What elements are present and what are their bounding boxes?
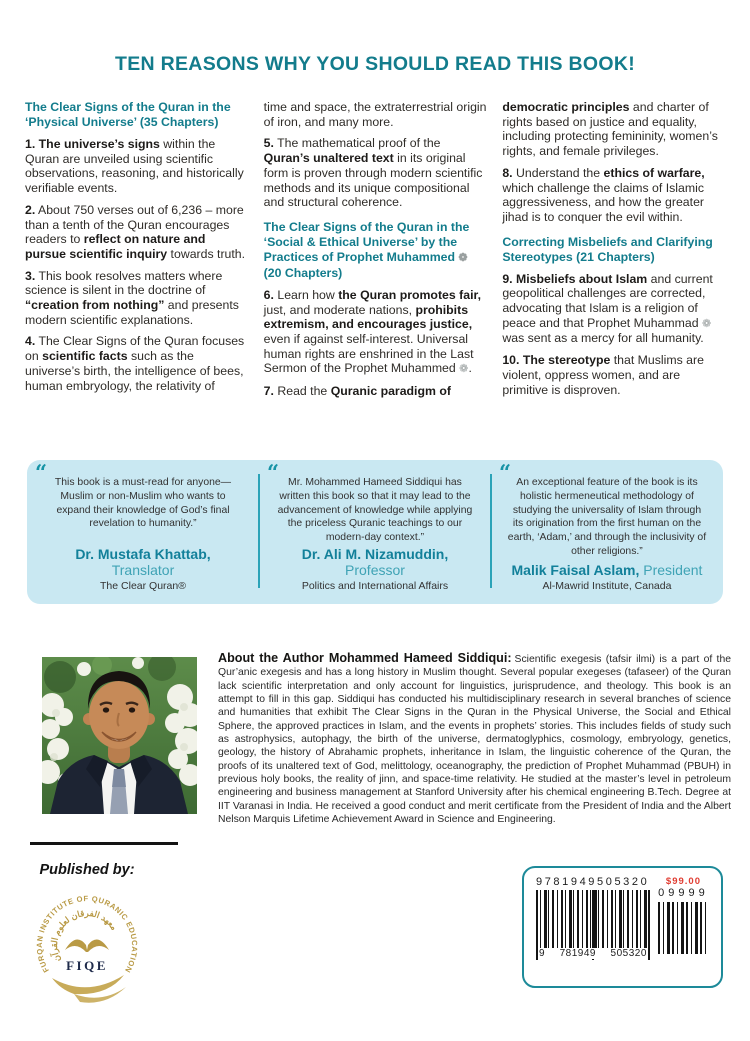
section-heading: The Clear Signs of the Quran in the ‘Physical Universe’ (35 Chapters)	[25, 100, 231, 129]
reasons-column-2	[264, 100, 489, 399]
barcode-panel	[522, 866, 723, 988]
addon-digits: 09999	[658, 887, 709, 899]
ten-reasons-columns	[25, 100, 727, 399]
isbn-number-top: 9781949505320	[536, 876, 650, 888]
testimonial-name: Dr. Mustafa Khattab, Translator	[75, 546, 211, 578]
testimonial-name: Malik Faisal Aslam, President	[511, 562, 703, 578]
testimonial-affiliation: Politics and International Affairs	[301, 580, 449, 592]
quote-mark-icon: “	[266, 460, 280, 485]
testimonial-2	[259, 460, 491, 604]
publisher-logo	[20, 882, 154, 1006]
reason-paragraph: 10. The stereotype that Muslims are violent, oppress women, and are primitive is disproven.	[502, 353, 704, 397]
reason-paragraph: 5. The mathematical proof of the Quran’s unaltered text in its original form is proven through modern scientific methods and its unique compositional and structural coherence.	[263, 136, 483, 210]
reasons-column-3	[502, 100, 727, 399]
page-title: TEN REASONS WHY YOU SHOULD READ THIS BOOK!	[115, 53, 635, 75]
reason-paragraph: 4. The Clear Signs of the Quran focuses on scientific facts such as the universe’s birth, the intelligence of bees, human embryology, the relativity of	[25, 334, 245, 393]
reason-paragraph: time and space, the extraterrestrial origin of iron, and many more.	[263, 100, 487, 129]
author-photo	[42, 657, 197, 814]
reason-paragraph: 1. The universe’s signs within the Quran are unveiled using scientific observations, reasoning, and historically verifiable events.	[25, 137, 244, 196]
logo-acronym: FIQE	[66, 958, 108, 973]
testimonial-quote: “ This book is a must-read for anyone—Muslim or non-Muslim who wants to expand their knowledge of God’s final revelation to humanity.”	[35, 460, 232, 530]
testimonial-3	[491, 460, 723, 604]
reasons-column-1	[25, 100, 250, 399]
testimonial-name: Dr. Ali M. Nizamuddin, Professor	[301, 546, 449, 578]
pbuh-calligraphy-icon: ❁	[701, 317, 712, 330]
reason-paragraph: 6. Learn how the Quran promotes fair, just, and moderate nations, prohibits extremism, and encourages justice, even if against self-interest. Universal human rights are enshrined in the Last Sermon of the Prophet Muhammed ❁.	[263, 287, 482, 376]
quote-mark-icon: “	[35, 460, 48, 485]
pbuh-calligraphy-icon: ❁	[459, 363, 469, 376]
reason-paragraph: 3. This book resolves matters where science is silent in the doctrine of “creation from nothing” and presents modern scientific explanations.	[25, 268, 239, 327]
isbn-number-bottom: 9 781949 505320	[539, 948, 647, 959]
open-book-icon	[65, 940, 109, 952]
about-author-heading: About the Author Mohammed Hameed Siddiqui:	[218, 651, 512, 665]
testimonial-quote: “ An exceptional feature of the book is its holistic hermeneutical methodology of studying the universality of Islam through its origination from the first human on the earth, ‘Adam,’ and through the inclusivity of other religions.”	[498, 460, 707, 557]
reason-paragraph: 7. Read the Quranic paradigm of	[263, 384, 451, 399]
publisher-divider	[30, 842, 178, 845]
reason-paragraph: 2. About 750 verses out of 6,236 – more than a tenth of the Quran encourages readers to reflect on nature and pursue scientific inquiry towards truth.	[25, 202, 246, 261]
logo-swoosh	[52, 975, 126, 1003]
testimonial-1	[27, 460, 259, 604]
quote-mark-icon: “	[498, 460, 512, 485]
section-heading: The Clear Signs of the Quran in the ‘Social & Ethical Universe’ by the Practices of Prophet Muhammed ❁ (20 Chapters)	[263, 219, 470, 280]
logo-ring-text: FURQAN INSTITUTE OF QURANIC EDUCATION	[34, 894, 140, 975]
price-label: $99.00	[665, 876, 701, 887]
published-by-label: Published by:	[39, 862, 135, 878]
section-heading: Correcting Misbeliefs and Clarifying Stereotypes (21 Chapters)	[502, 234, 713, 264]
logo-arabic-text: معهد الفرقان لعلوم القرآن	[48, 908, 120, 964]
testimonial-quote: “ Mr. Mohammed Hameed Siddiqui has written this book so that it may lead to the advancement of knowledge while applying the priceless Quranic teachings to our modern-day context.”	[266, 460, 473, 544]
pbuh-calligraphy-icon: ❁	[458, 251, 468, 264]
reason-paragraph: 9. Misbeliefs about Islam and current geopolitical challenges are corrected, advocating that Islam is a religion of peace and that Prophet Muhammad ❁ was sent as a mercy for all humanity.	[502, 271, 713, 346]
barcode-bars	[536, 890, 650, 962]
reason-paragraph: democratic principles and charter of rights based on justice and equality, including protecting femininity, women’s rights, and female privileges.	[502, 100, 718, 159]
addon-barcode-bars	[658, 902, 709, 954]
about-author-text: About the Author Mohammed Hameed Siddiqui: Scientific exegesis (tafsir ilmi) is a part of the Qur’anic exegesis and has a long history in Muslim thought. Several popular exegeses (tafaseer) of the Quran lack scientific interpretation and only account for linguistics, jurisprudence, and theology. This book is an attempt to fill in this gap. Siddiqui has conducted his multidisciplinary research in several branches of science and humanities that exhibit The Clear Signs in the Quran in the Physical Universe, the Social and Ethical Sphere, the approved practices in Islam, and the events in prophets’ stories. This includes fields of study such as astrophysics, autophagy, the birth of the universe, dermatoglyphics, cosmology, embryology, genetics, geology, the history of Abrahamic prophets, inheritance in Islam, the linguistic coherence of the Quran, the proofs of its unaltered text of God, melittology, oceanography, the prediction of Prophet Muhammad (PBUH) in previous holy books, the reality of jinn, and space-time relativity. He studied at the master’s level in petroleum engineering and business management at Stanford University after his chemical engineering B.Tech. Degree at IIT Varanasi in India. He received a good conduct and merit certificate from the President of India and the Albert Nelson Marquis Lifetime Achievement Award in Science and Engineering.	[218, 651, 731, 826]
testimonial-affiliation: The Clear Quran®	[100, 580, 186, 592]
reason-paragraph: 8. Understand the ethics of warfare, which challenge the claims of Islamic aggressiveness, and how the greater jihad is to conquer the evil within.	[502, 165, 705, 224]
testimonials-panel	[27, 460, 723, 604]
testimonial-affiliation: Al-Mawrid Institute, Canada	[542, 580, 672, 592]
